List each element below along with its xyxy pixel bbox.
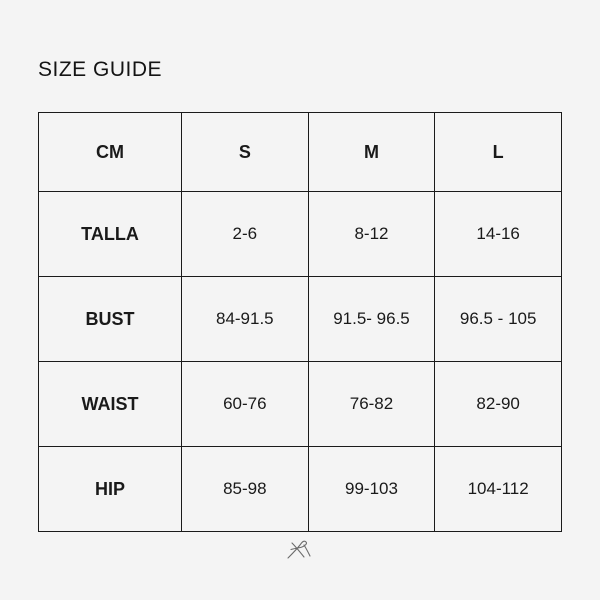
table-row [39,447,562,532]
row-label-talla: TALLA [39,192,182,277]
table-row [39,362,562,447]
row-label-bust: BUST [39,277,182,362]
table-header-row [39,113,562,192]
page-title: SIZE GUIDE [38,58,163,81]
row-label-hip: HIP [39,447,182,532]
script-monogram-logo-icon [280,536,320,564]
column-header-s: S [182,113,309,192]
cell-talla-m: 8-12 [308,192,435,277]
size-guide-table-wrapper [38,112,562,532]
cell-hip-m: 99-103 [308,447,435,532]
column-header-m: M [308,113,435,192]
cell-waist-m: 76-82 [308,362,435,447]
cell-bust-m: 91.5- 96.5 [308,277,435,362]
table-row [39,192,562,277]
cell-waist-l: 82-90 [435,362,562,447]
cell-bust-l: 96.5 - 105 [435,277,562,362]
cell-talla-l: 14-16 [435,192,562,277]
footer-logo [0,536,600,576]
cell-talla-s: 2-6 [182,192,309,277]
cell-waist-s: 60-76 [182,362,309,447]
cell-bust-s: 84-91.5 [182,277,309,362]
column-header-l: L [435,113,562,192]
column-header-unit: CM [39,113,182,192]
table-row [39,277,562,362]
cell-hip-s: 85-98 [182,447,309,532]
size-guide-table [38,112,562,532]
cell-hip-l: 104-112 [435,447,562,532]
row-label-waist: WAIST [39,362,182,447]
